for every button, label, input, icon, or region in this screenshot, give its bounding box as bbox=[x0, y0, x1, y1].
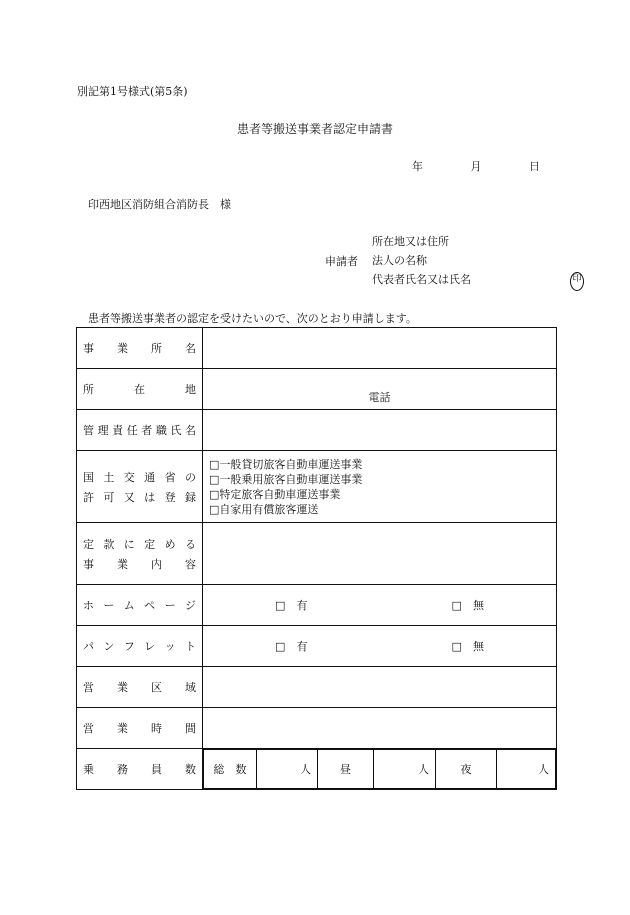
label-char: ホ bbox=[83, 599, 94, 612]
label-char: 域 bbox=[185, 681, 196, 694]
row-hours bbox=[77, 708, 557, 749]
row-area bbox=[77, 667, 557, 708]
label-char: 名 bbox=[184, 424, 196, 437]
label-char: ジ bbox=[184, 599, 196, 612]
label-char: 所 bbox=[151, 342, 162, 355]
manager-label bbox=[77, 410, 203, 451]
row-articles bbox=[77, 523, 557, 585]
label-char: る bbox=[184, 537, 196, 551]
label-char: 乗 bbox=[83, 763, 94, 776]
label-char: 時 bbox=[151, 722, 162, 735]
crew-total-field[interactable]: 人 bbox=[257, 750, 318, 789]
crew-cells bbox=[203, 749, 557, 790]
label-char: 許 bbox=[83, 490, 94, 504]
label-char: 営 bbox=[83, 722, 94, 735]
label-char: 任 bbox=[126, 424, 138, 437]
location-field[interactable] bbox=[203, 369, 557, 410]
label-char: 登 bbox=[164, 490, 176, 504]
label-char: 通 bbox=[144, 470, 156, 484]
label-char: 員 bbox=[151, 763, 162, 776]
address-label: 所在地又は住所 bbox=[372, 235, 449, 248]
label-char: 事 bbox=[83, 342, 94, 355]
label-char: 可 bbox=[103, 490, 115, 504]
hours-field[interactable] bbox=[203, 708, 557, 749]
articles-field[interactable] bbox=[203, 523, 557, 585]
crew-label bbox=[77, 749, 203, 790]
location-label bbox=[77, 369, 203, 410]
intro-text: 患者等搬送事業者の認定を受けたいので、次のとおり申請します。 bbox=[88, 312, 417, 325]
row-license bbox=[77, 451, 557, 523]
label-char: 又 bbox=[123, 490, 135, 504]
crew-day-label: 昼 bbox=[318, 750, 374, 789]
pamphlet-no-checkbox[interactable]: □ 無 bbox=[451, 640, 484, 653]
label-char: 内 bbox=[151, 557, 162, 571]
label-char: 名 bbox=[185, 342, 196, 355]
label-char: 数 bbox=[185, 763, 196, 776]
homepage-label bbox=[77, 585, 203, 626]
label-char: 間 bbox=[185, 722, 196, 735]
phone-label: 電話 bbox=[368, 391, 391, 404]
homepage-options bbox=[203, 585, 557, 626]
crew-total-label: 総 数 bbox=[204, 750, 257, 789]
row-location bbox=[77, 369, 557, 410]
day-label: 日 bbox=[529, 160, 540, 173]
label-char: 録 bbox=[184, 490, 196, 504]
label-char: 区 bbox=[151, 681, 162, 694]
label-char: 省 bbox=[164, 470, 176, 484]
applicant-role-label: 申請者 bbox=[325, 255, 358, 268]
label-char: 地 bbox=[185, 383, 196, 396]
document-title: 患者等搬送事業者認定申請書 bbox=[236, 122, 393, 136]
license-option-specified[interactable]: □特定旅客自動車運送事業 bbox=[209, 487, 341, 501]
label-char: 事 bbox=[83, 557, 94, 571]
label-char: 理 bbox=[97, 424, 109, 437]
crew-night-field[interactable]: 人 bbox=[497, 750, 556, 789]
label-char: 在 bbox=[134, 383, 145, 396]
pamphlet-label bbox=[77, 626, 203, 667]
label-char: 職 bbox=[155, 424, 167, 437]
label-char: 業 bbox=[117, 557, 128, 571]
label-char: 所 bbox=[83, 383, 94, 396]
label-char: は bbox=[144, 490, 156, 504]
label-char: 業 bbox=[117, 722, 128, 735]
seal-mark: 印 bbox=[570, 272, 584, 291]
label-char: フ bbox=[123, 640, 135, 653]
month-label: 月 bbox=[470, 160, 482, 173]
label-char: 定 bbox=[144, 537, 156, 551]
label-char: 管 bbox=[83, 424, 94, 437]
homepage-yes-checkbox[interactable]: □ 有 bbox=[275, 599, 308, 612]
label-char: 国 bbox=[83, 470, 94, 484]
date-line bbox=[412, 161, 540, 172]
label-char: ン bbox=[103, 640, 115, 653]
row-pamphlet bbox=[77, 626, 557, 667]
crew-day-field[interactable]: 人 bbox=[374, 750, 436, 789]
label-char: 氏 bbox=[170, 424, 182, 437]
application-table bbox=[76, 327, 557, 790]
homepage-no-checkbox[interactable]: □ 無 bbox=[451, 599, 484, 612]
label-char: ム bbox=[123, 599, 135, 612]
row-office-name bbox=[77, 328, 557, 369]
crew-night-label: 夜 bbox=[436, 750, 497, 789]
license-label bbox=[77, 451, 203, 523]
label-char: に bbox=[123, 537, 135, 551]
area-label bbox=[77, 667, 203, 708]
label-char: 務 bbox=[117, 763, 128, 776]
row-homepage bbox=[77, 585, 557, 626]
label-char: め bbox=[164, 537, 176, 551]
label-char: レ bbox=[144, 640, 156, 653]
label-char: 業 bbox=[117, 342, 128, 355]
pamphlet-yes-checkbox[interactable]: □ 有 bbox=[275, 640, 308, 653]
row-crew bbox=[77, 749, 557, 790]
label-char: 営 bbox=[83, 681, 94, 694]
articles-label bbox=[77, 523, 203, 585]
label-char: パ bbox=[83, 640, 94, 653]
license-options bbox=[203, 451, 557, 523]
office-name-label bbox=[77, 328, 203, 369]
office-name-field[interactable] bbox=[203, 328, 557, 369]
year-label: 年 bbox=[412, 160, 423, 173]
label-char: ッ bbox=[164, 640, 176, 653]
hours-label bbox=[77, 708, 203, 749]
label-char: 款 bbox=[103, 537, 115, 551]
license-option-taxi[interactable]: □一般乗用旅客自動車運送事業 bbox=[209, 472, 363, 486]
license-option-private-paid[interactable]: □自家用有償旅客運送 bbox=[209, 502, 319, 516]
label-char: 土 bbox=[103, 470, 115, 484]
representative-name-label: 代表者氏名又は氏名 bbox=[372, 273, 471, 286]
label-char: 責 bbox=[112, 424, 124, 437]
label-char: 者 bbox=[141, 424, 153, 437]
label-char: 交 bbox=[123, 470, 135, 484]
corporation-name-label: 法人の名称 bbox=[372, 254, 427, 267]
addressee: 印西地区消防組合消防長 様 bbox=[88, 198, 231, 211]
pamphlet-options bbox=[203, 626, 557, 667]
label-char: の bbox=[184, 470, 196, 484]
row-manager bbox=[77, 410, 557, 451]
label-char: ペ bbox=[144, 599, 156, 612]
label-char: ト bbox=[184, 640, 196, 653]
label-char: 業 bbox=[117, 681, 128, 694]
license-option-charter-bus[interactable]: □一般貸切旅客自動車運送事業 bbox=[209, 457, 363, 471]
label-char: ー bbox=[164, 599, 176, 612]
manager-field[interactable] bbox=[203, 410, 557, 451]
label-char: ー bbox=[103, 599, 115, 612]
form-number: 別記第1号様式(第5条) bbox=[77, 85, 188, 98]
crew-subtable bbox=[203, 749, 556, 789]
label-char: 容 bbox=[185, 557, 196, 571]
label-char: 定 bbox=[83, 537, 94, 551]
area-field[interactable] bbox=[203, 667, 557, 708]
